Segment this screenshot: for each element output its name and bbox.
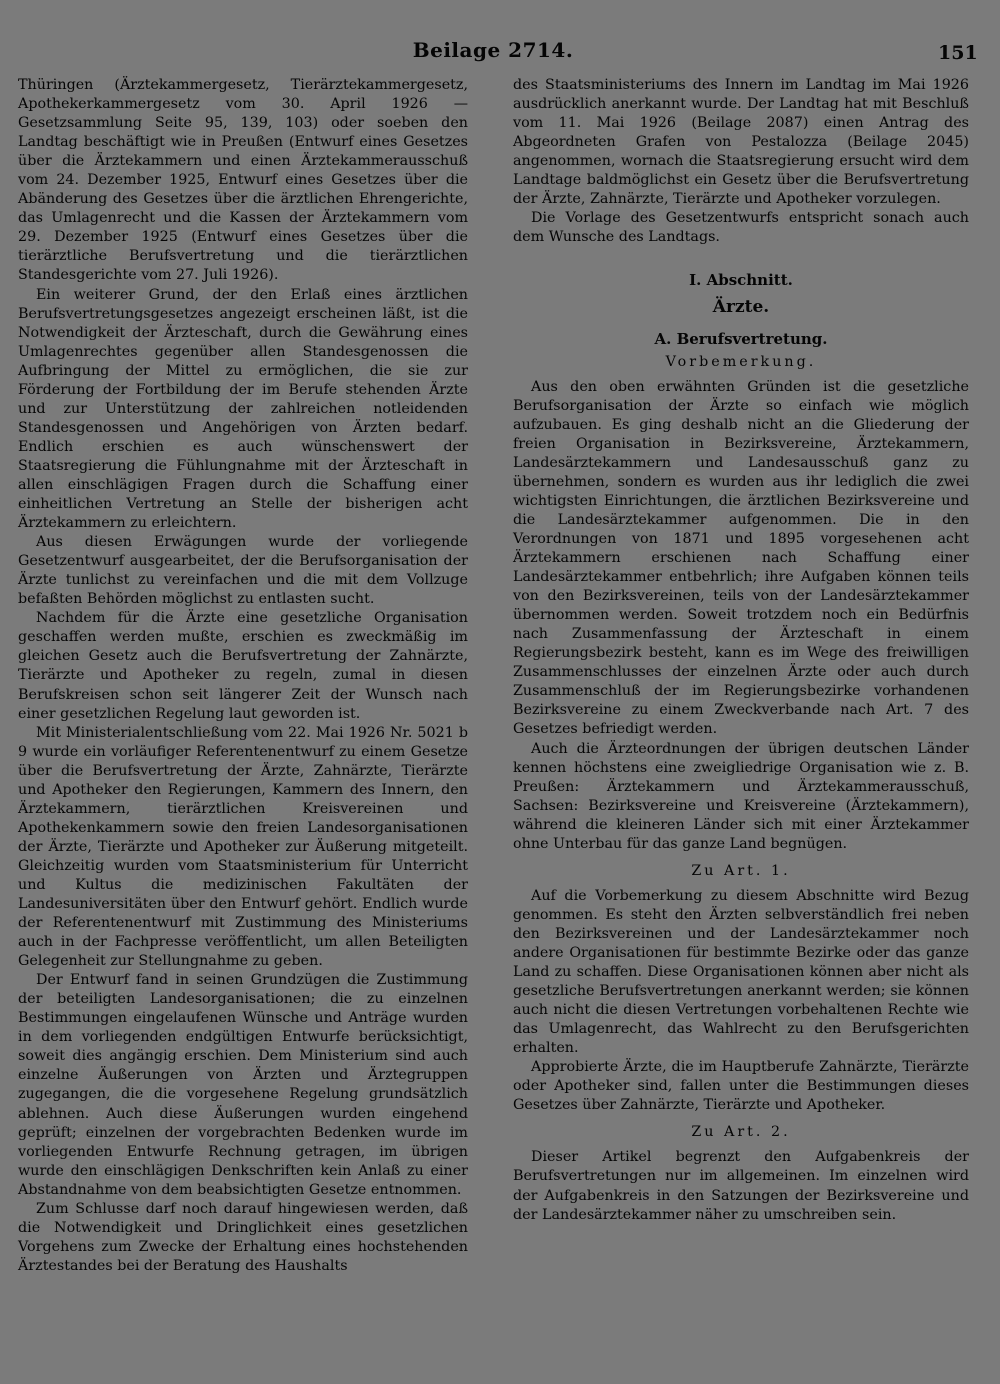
paragraph: Auf die Vorbemerkung zu diesem Abschnitte wird Bezug genommen. Es steht den Ärzten selbverständlich frei neben den Bezirksvereinen und der Landesärztekammer noch andere Organisationen für bestimmte Bezirke oder das ganze Land zu schaffen. Diese Organisationen können aber nicht als gesetzliche Berufsvertretungen anerkannt werden; sie können auch nicht die diesen Vertretungen vorbehaltenen Rechte wie das Umlagenrecht, das Wahlrecht zu den Berufsgerichten erhalten. [513, 887, 969, 1057]
chapter-heading: Ärzte. [712, 297, 770, 318]
paragraph: Auch die Ärzteordnungen der übrigen deutschen Länder kennen höchstens eine zweigliedrige Organisation wie z. B. Preußen: Ärztekammern und Ärztekammerausschuß, Sachsen: Bezirksvereine und Kreisvereine (Ärztekammern), während die kleineren Länder sich mit einer Ärztekammer ohne Unterbau für das ganze Land begnügen. [513, 740, 969, 852]
article-2-heading: Zu Art. 2. [691, 1124, 791, 1141]
preliminary-remark-heading: Vorbemerkung. [665, 353, 817, 370]
paragraph: Aus diesen Erwägungen wurde der vorliegende Gesetzentwurf ausgearbeitet, der die Berufsorganisation der Ärzte tunlichst zu vereinfachen und die mit dem Vollzuge befaßten Behörden möglichst zu entlasten sucht. [18, 534, 468, 608]
article-1-heading: Zu Art. 1. [691, 862, 791, 879]
paragraph: Die Vorlage des Gesetzentwurfs entspricht sonach auch dem Wunsche des Landtags. [513, 210, 969, 246]
right-column [513, 76, 969, 1225]
paragraph: Aus den oben erwähnten Gründen ist die gesetzliche Berufsorganisation der Ärzte so einfach wie möglich aufzubauen. Es ging deshalb nicht an die Gliederung der freien Organisation in Bezirksvereine, Ärztekammern, Landesärztekammern und Landesausschuß ganz zu übernehmen, sondern es wurden aus ihr lediglich die zwei wichtigsten Einrichtungen, die ärztlichen Bezirksvereine und die Landesärztekammer aufgenommen. Die in den Verordnungen von 1871 und 1895 vorgesehenen acht Ärztekammern erschienen nach Schaffung einer Landesärztekammer entbehrlich; ihre Aufgaben können teils von den Bezirksvereinen, teils von der Landesärztekammer übernommen werden. Soweit trotzdem noch ein Bedürfnis nach Zusammenfassung der Ärzteschaft in einem Regierungsbezirk besteht, kann es im Wege des freiwilligen Zusammenschlusses der einzelnen Ärzte oder auch durch Zusammenschluß der im Regierungsbezirke vorhandenen Bezirksvereine zu einem Zweckverbande nach Art. 7 des Gesetzes befriedigt werden. [513, 378, 969, 738]
paragraph: Zum Schlusse darf noch darauf hingewiesen werden, daß die Notwendigkeit und Dringlichkeit eines gesetzlichen Vorgehens zum Zwecke der Erhaltung eines hochstehenden Ärztestandes bei der Beratung des Haushalts [18, 1200, 468, 1274]
paragraph: Nachdem für die Ärzte eine gesetzliche Organisation geschaffen werden mußte, erschien es zweckmäßig im gleichen Gesetz auch die Berufsvertretung der Zahnärzte, Tierärzte und Apotheker zu regeln, zumal in diesen Berufskreisen schon seit längerer Zeit der Wunsch nach einer gesetzlichen Regelung laut geworden ist. [18, 610, 468, 722]
supplement-title: Beilage 2714. [412, 38, 574, 62]
left-column [18, 76, 468, 1276]
paragraph: Thüringen (Ärztekammergesetz, Tierärztekammergesetz, Apothekerkammergesetz vom 30. April 1926 — Gesetzsammlung Seite 95, 139, 103) oder soeben den Landtag beschäftigt wie in Preußen (Entwurf eines Gesetzes über die Ärztekammern und einen Ärztekammerausschuß vom 24. Dezember 1925, Entwurf eines Gesetzes über die Abänderung des Gesetzes über die ärztlichen Ehrengerichte, das Umlagenrecht und die Kassen der Ärztekammern vom 29. Dezember 1925 (Entwurf eines Gesetzes über die tierärztliche Berufsvertretung und die tierärztlichen Standesgerichte vom 27. Juli 1926). [18, 77, 468, 284]
paragraph: Der Entwurf fand in seinen Grundzügen die Zustimmung der beteiligten Landesorganisationen; die zu einzelnen Bestimmungen eingelaufenen Wünsche und Anträge wurden in dem vorliegenden endgültigen Entwurfe berücksichtigt, soweit dies angängig erschien. Dem Ministerium sind auch einzelne Äußerungen von Ärzten und Ärztegruppen zugegangen, die die vorgesehene Regelung grundsätzlich ablehnen. Auch diese Äußerungen wurden eingehend geprüft; einzelnen der vorgebrachten Bedenken wurde im vorliegenden Entwurfe Rechnung getragen, im übrigen wurde den einschlägigen Denkschriften kein Anlaß zu einer Abstandnahme von dem beabsichtigten Gesetze entnommen. [18, 972, 468, 1198]
section-heading: I. Abschnitt. [689, 271, 793, 290]
paragraph: Ein weiterer Grund, der den Erlaß eines ärztlichen Berufsvertretungsgesetzes angezeigt erscheinen läßt, ist die Notwendigkeit der Ärzteschaft, durch die Gewährung eines Umlagenrechtes gegenüber allen Standesgenossen die Aufbringung der Mittel zu ermöglichen, die sie zur Förderung der Fortbildung der im Berufe stehenden Ärzte und zur Unterstützung der zahlreichen notleidenden Standesgenossen und Angehörigen von Ärzten bedarf. Endlich erschien es auch wünschenswert der Staatsregierung die Fühlungnahme mit der Ärzteschaft in allen einschlägigen Fragen durch die Schaffung einer einheitlichen Vertretung an Stelle der bisherigen acht Ärztekammern zu erleichtern. [18, 286, 468, 532]
page-number: 151 [938, 42, 978, 64]
paragraph: des Staatsministeriums des Innern im Landtag im Mai 1926 ausdrücklich anerkannt wurde. Der Landtag hat mit Beschluß vom 11. Mai 1926 (Beilage 2087) einen Antrag des Abgeordneten Grafen von Pestalozza (Beilage 2045) angenommen, wornach die Staatsregierung ersucht wird dem Landtage baldmöglichst ein Gesetz über die Berufsvertretung der Ärzte, Zahnärzte, Tierärzte und Apotheker vorzulegen. [513, 77, 969, 208]
paragraph: Dieser Artikel begrenzt den Aufgabenkreis der Berufsvertretungen nur im allgemeinen. Im einzelnen wird der Aufgabenkreis in den Satzungen der Bezirksvereine und der Landesärztekammer näher zu umschreiben sein. [513, 1149, 969, 1223]
paragraph: Approbierte Ärzte, die im Hauptberufe Zahnärzte, Tierärzte oder Apotheker sind, fallen unter die Bestimmungen dieses Gesetzes über Zahnärzte, Tierärzte und Apotheker. [513, 1059, 969, 1114]
paragraph: Mit Ministerialentschließung vom 22. Mai 1926 Nr. 5021 b 9 wurde ein vorläufiger Referentenentwurf zu einem Gesetze über die Berufsvertretung der Ärzte, Zahnärzte, Tierärzte und Apotheker den Regierungen, Kammern des Innern, den Ärztekammern, tierärztlichen Kreisvereinen und Apothekenkammern sowie den freien Landesorganisationen der Ärzte, Tierärzte und Apotheker zur Äußerung mitgeteilt. Gleichzeitig wurden vom Staatsministerium für Unterricht und Kultus die medizinischen Fakultäten der Landesuniversitäten über den Entwurf gehört. Endlich wurde der Referentenentwurf mit Zustimmung des Ministeriums auch in der Fachpresse veröffentlicht, um allen Beteiligten Gelegenheit zur Stellungnahme zu geben. [18, 724, 468, 970]
subsection-heading: A. Berufsvertretung. [654, 329, 828, 348]
